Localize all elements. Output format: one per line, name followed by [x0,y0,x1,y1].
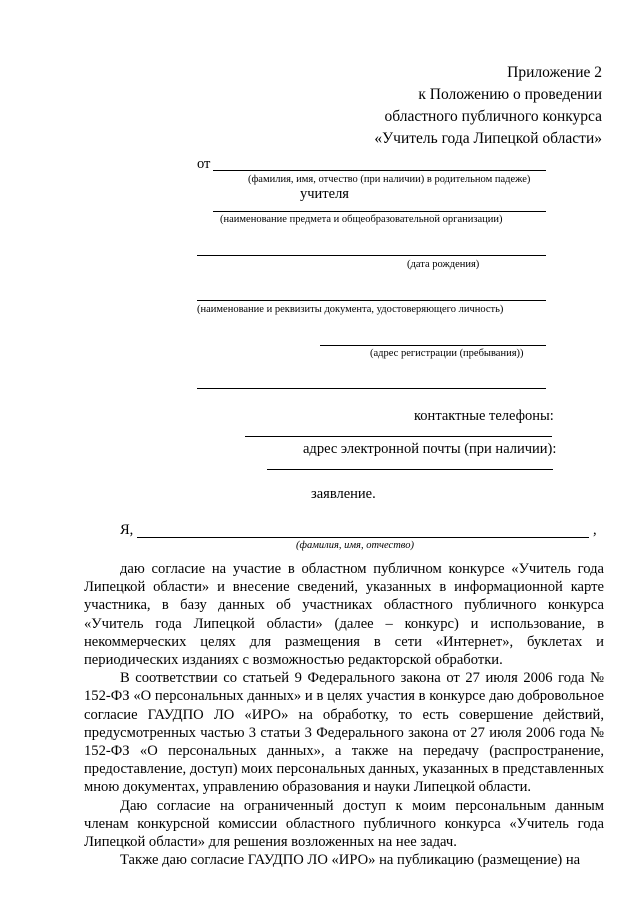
phones-field-line[interactable] [245,436,552,437]
document-hint: (наименование и реквизиты документа, удостоверяющего личность) [197,304,504,315]
consent-body [84,560,604,869]
appendix-contest-type: областного публичного конкурса [384,108,602,125]
from-prefix: от [197,156,211,172]
appendix-contest-name: «Учитель года Липецкой области» [374,130,602,147]
consent-paragraph-personal-data: В соответствии со статьей 9 Федерального закона от 27 июля 2006 года № 152-ФЗ «О персональных данных» и в целях участия в конкурсе даю добровольное согласие ГАУДПО ЛО «ИРО» на обработку, то есть совершение действий, предусмотренных частью 3 статьи 3 Федерального закона от 27 июля 2006 года № 152-ФЗ «О персональных данных», а также на передачу (распространение, предоставление, доступ) моих персональных данных, указанных в представленных мною документах, управлению образования и науки Липецкой области. [84,670,604,796]
consent-paragraph-participation: даю согласие на участие в областном публичном конкурсе «Учитель года Липецкой области» и внесение сведений, указанных в информационной карте участника, в базу данных об участниках областного публичного конкурса «Учитель года Липецкой области» (далее – конкурс) и использование, в некоммерческих целях для размещения в сети «Интернет», буклетах и периодических изданиях с возможностью редакторской обработки. [84,561,604,669]
i-prefix: Я, [120,522,134,538]
document-field-line[interactable] [197,300,546,301]
address-field-line[interactable] [320,345,546,346]
email-field-line[interactable] [267,469,553,470]
birth-field-line[interactable] [197,255,546,256]
appendix-number: Приложение 2 [507,64,602,81]
address-hint: (адрес регистрации (пребывания)) [370,348,524,359]
applicant-name-hint: (фамилия, имя, отчество) [296,540,414,551]
birth-hint: (дата рождения) [407,259,480,270]
fio-field-line[interactable] [213,170,546,171]
email-label: адрес электронной почты (при наличии): [303,441,557,457]
appendix-regulation: к Положению о проведении [418,86,602,103]
fio-hint: (фамилия, имя, отчество (при наличии) в родительном падеже) [248,174,531,185]
i-suffix: , [593,522,597,538]
statement-title: заявление. [311,486,376,502]
subject-hint: (наименование предмета и общеобразовательной организации) [220,214,503,225]
address-extra-line[interactable] [197,388,546,389]
applicant-name-line[interactable] [137,537,589,538]
teacher-label: учителя [300,186,349,202]
consent-paragraph-limited-access: Даю согласие на ограниченный доступ к моим персональным данным членам конкурсной комиссии областного публичного конкурса «Учитель года Липецкой области» для решения возложенных на нее задач. [84,797,604,851]
consent-paragraph-publication: Также даю согласие ГАУДПО ЛО «ИРО» на публикацию (размещение) на [120,852,581,869]
phones-label: контактные телефоны: [414,408,554,424]
subject-field-line[interactable] [213,211,546,212]
